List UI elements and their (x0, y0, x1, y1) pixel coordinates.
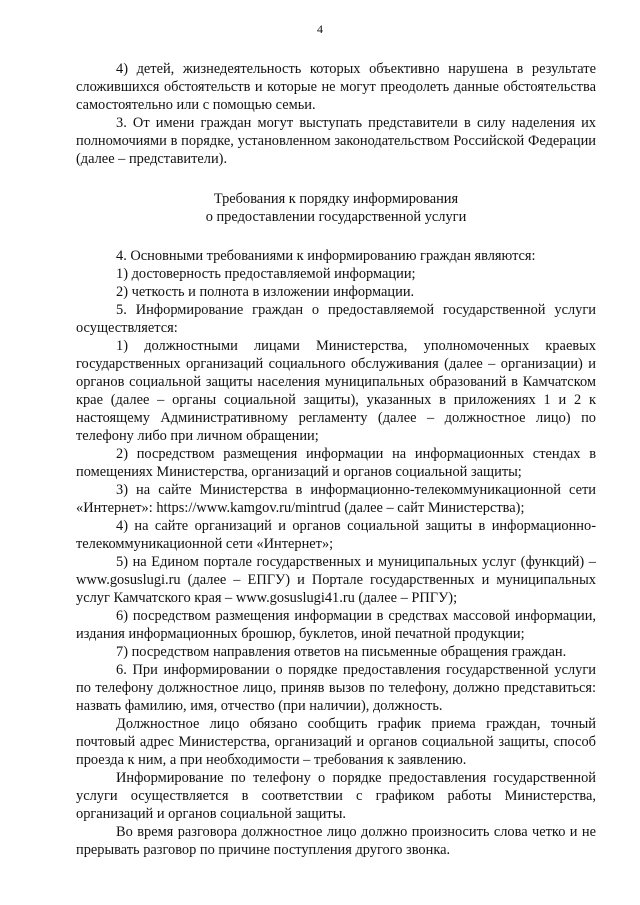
paragraph: Во время разговора должностное лицо должно произносить слова четко и не прерывать разговор по причине поступления другого звонка. (76, 824, 596, 858)
paragraph: Информирование по телефону о порядке предоставления государственной услуги осуществляется в соответствии с графиком работы Министерства, организаций и органов социальной защиты. (76, 770, 596, 822)
page-number: 4 (317, 22, 323, 36)
paragraph: 2) четкость и полнота в изложении информации. (116, 284, 415, 300)
paragraph: 3. От имени граждан могут выступать представители в силу наделения их полномочиями в порядке, установленном законодательством Российской Федерации (далее – представители). (76, 115, 596, 167)
paragraph: 6. При информировании о порядке предоставления государственной услуги по телефону должностное лицо, приняв вызов по телефону, должно представиться: назвать фамилию, имя, отчество (при наличии), должность. (76, 662, 596, 714)
document-body (76, 60, 596, 859)
paragraph: 5. Информирование граждан о предоставляемой государственной услуги осуществляется: (76, 302, 596, 336)
paragraph: Должностное лицо обязано сообщить график приема граждан, точный почтовый адрес Министерства, организаций и органов социальной защиты, способ проезда к ним, а при необходимости – требования к заявлению. (76, 716, 596, 768)
paragraph: 6) посредством размещения информации в средствах массовой информации, издания информационных брошюр, буклетов, иной печатной продукции; (76, 608, 596, 642)
section-heading-line: Требования к порядку информирования (213, 191, 459, 207)
paragraph: 1) достоверность предоставляемой информации; (116, 266, 416, 282)
paragraph: 2) посредством размещения информации на информационных стендах в помещениях Министерства, организаций и органов социальной защиты; (76, 446, 596, 480)
paragraph: 5) на Едином портале государственных и муниципальных услуг (функций) – www.gosuslugi.ru (далее – ЕПГУ) и Портале государственных и муниципальных услуг Камчатского края – www.gosuslugi41.ru (далее – РПГУ); (76, 554, 596, 606)
paragraph: 3) на сайте Министерства в информационно-телекоммуникационной сети «Интернет»: https://www.kamgov.ru/mintrud (далее – сайт Министерства); (76, 482, 596, 516)
section-heading (76, 190, 596, 226)
paragraph: 4. Основными требованиями к информированию граждан являются: (116, 248, 536, 264)
paragraph: 4) на сайте организаций и органов социальной защиты в информационно-телекоммуникационной сети «Интернет»; (76, 518, 596, 552)
paragraph: 1) должностными лицами Министерства, уполномоченных краевых государственных организаций социального обслуживания (далее – организации) и органов социальной защиты населения муниципальных образований в Камчатском крае (далее – органы социальной защиты), указанных в приложениях 1 и 2 к настоящему Административному регламенту (далее – должностное лицо) по телефону либо при личном обращении; (76, 338, 596, 444)
paragraph: 4) детей, жизнедеятельность которых объективно нарушена в результате сложившихся обстоятельств и которые не могут преодолеть данные обстоятельства самостоятельно или с помощью семьи. (76, 61, 596, 113)
section-heading-line: о предоставлении государственной услуги (205, 209, 467, 225)
paragraph: 7) посредством направления ответов на письменные обращения граждан. (116, 644, 567, 660)
